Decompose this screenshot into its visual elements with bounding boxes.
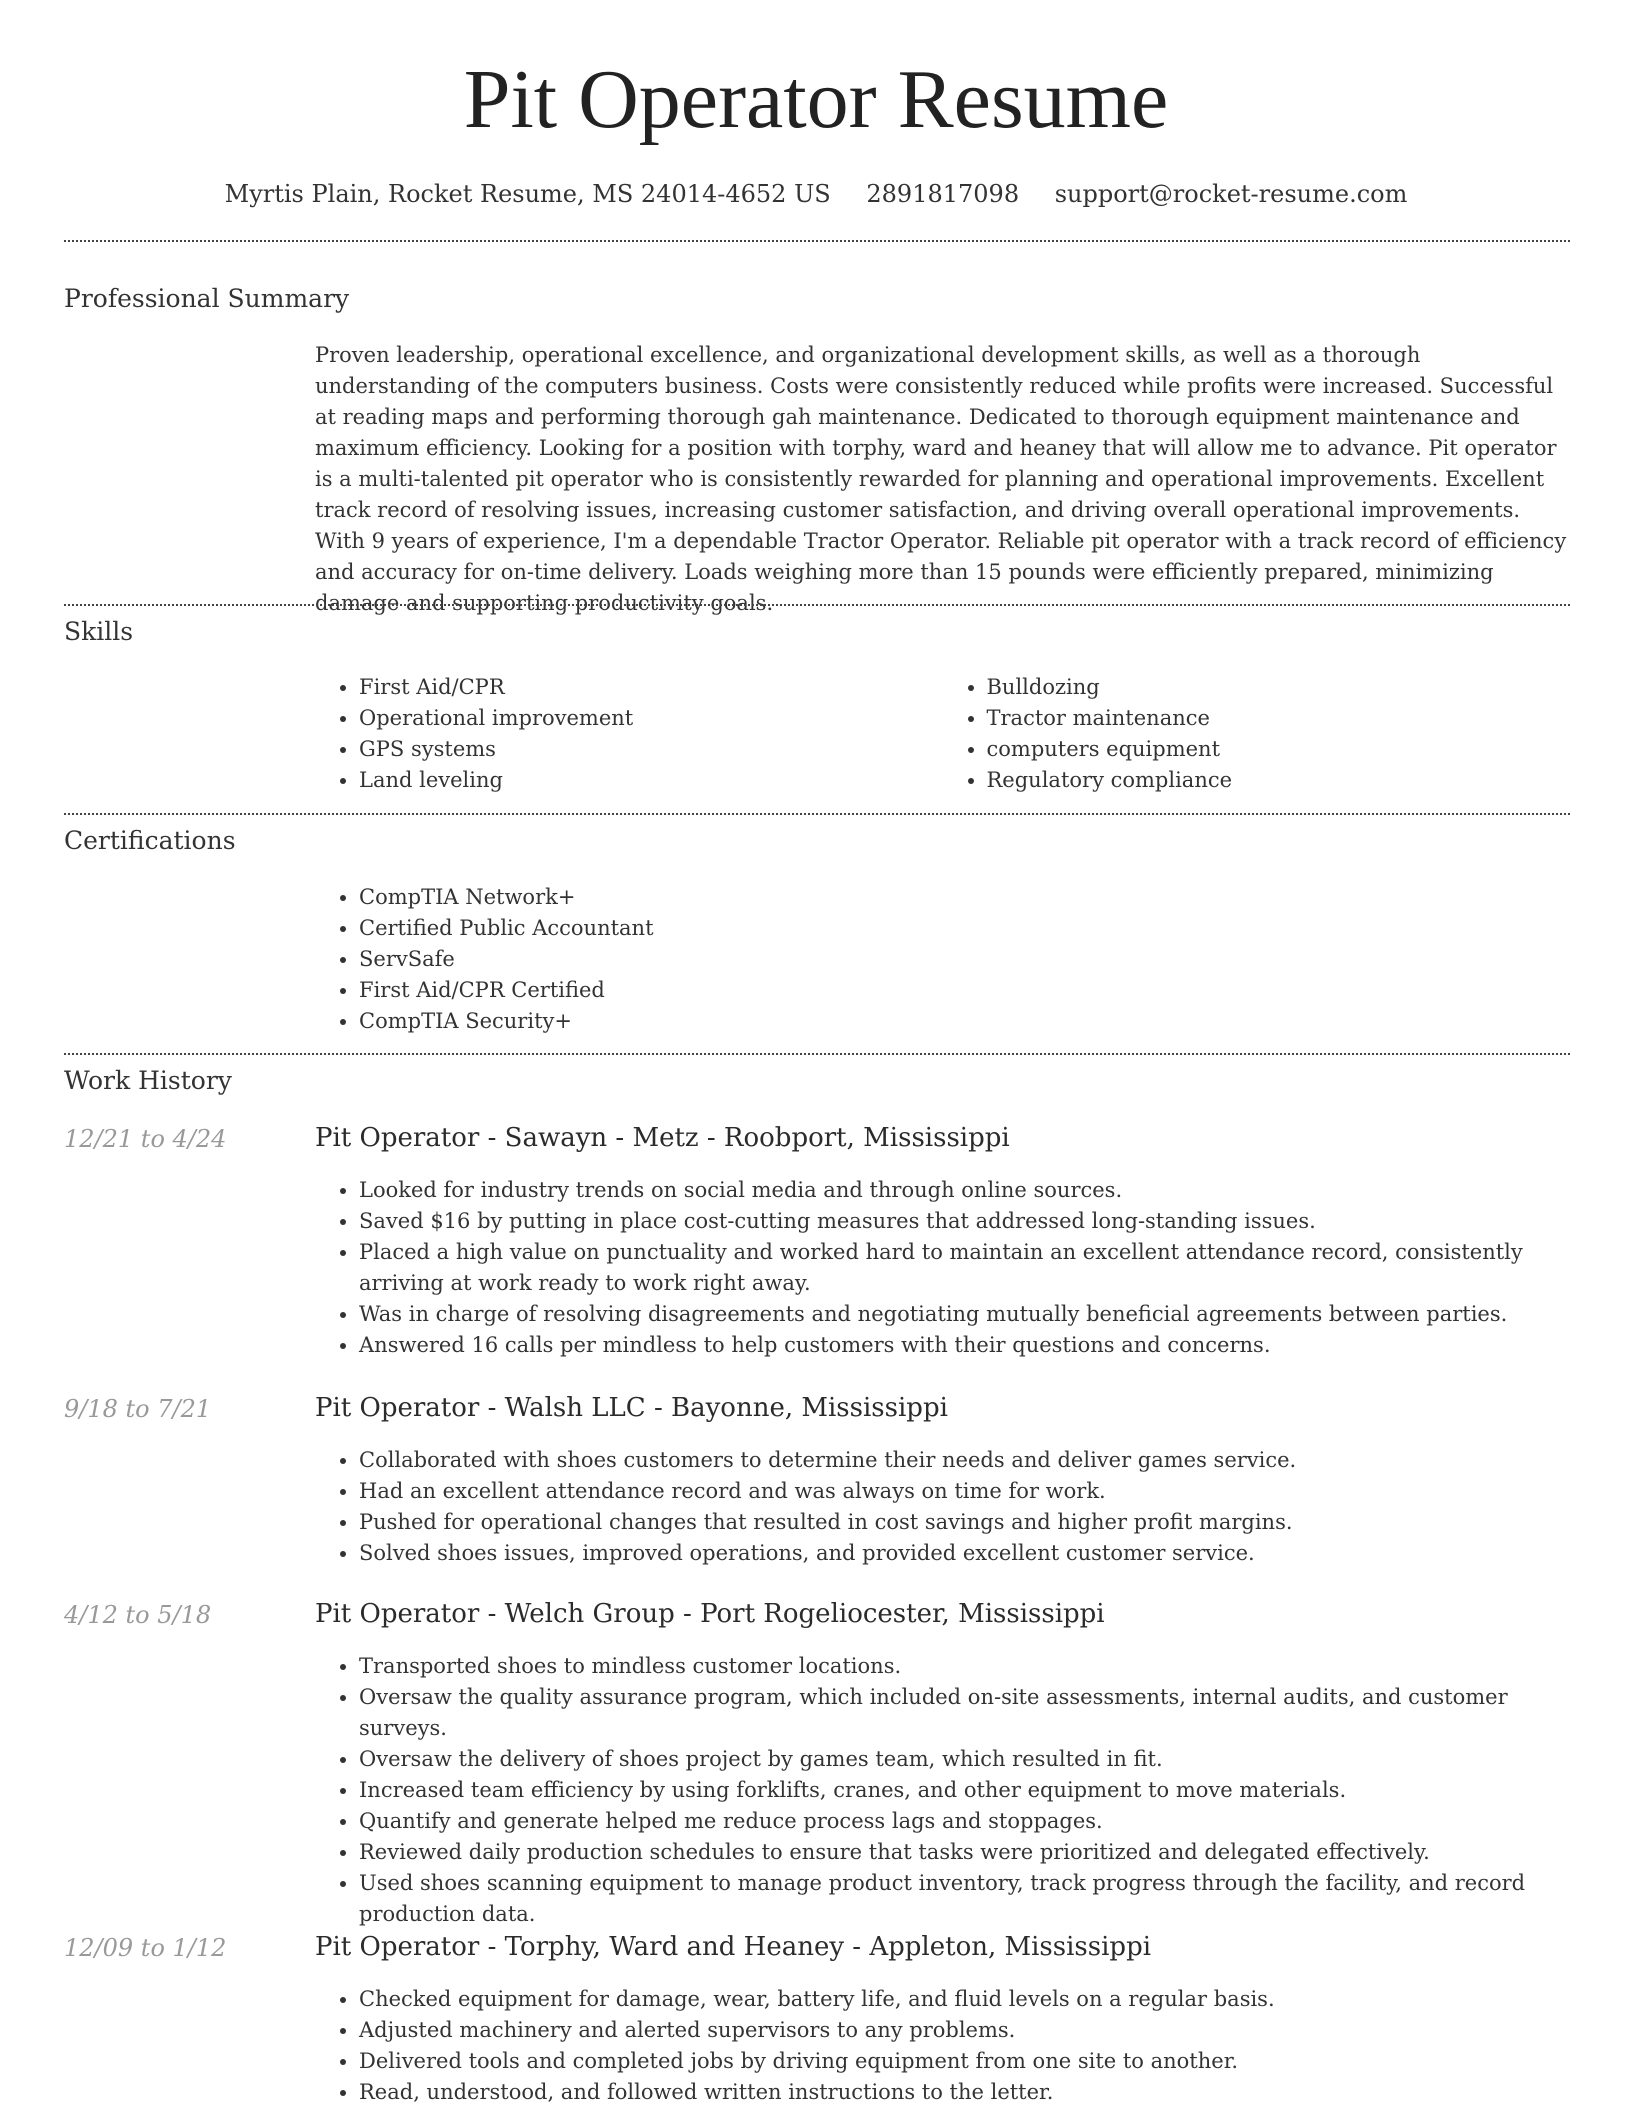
- job-bullet: • Delivered tools and completed jobs by driving equipment from one site to another.: [359, 2046, 1570, 2077]
- certification-item: • First Aid/CPR Certified: [359, 975, 1570, 1006]
- certification-item: • ServSafe: [359, 944, 1570, 975]
- job-title: Pit Operator - Sawayn - Metz - Roobport, Mississippi: [315, 1123, 1010, 1153]
- skill-item: • Bulldozing: [987, 672, 1571, 703]
- job-bullet: • Reviewed daily production schedules to ensure that tasks were prioritized and delegated effectively.: [359, 1837, 1570, 1868]
- job-title: Pit Operator - Welch Group - Port Rogeliocester, Mississippi: [315, 1599, 1105, 1629]
- contact-phone: 2891817098: [866, 180, 1020, 208]
- job-bullet: • Quantify and generate helped me reduce process lags and stoppages.: [359, 1806, 1570, 1837]
- job-bullet: • Answered 16 calls per mindless to help customers with their questions and concerns.: [359, 1330, 1570, 1361]
- job-dates: 12/09 to 1/12: [64, 1934, 227, 1962]
- divider: [64, 1053, 1570, 1055]
- summary-heading: Professional Summary: [64, 284, 350, 313]
- summary-text: Proven leadership, operational excellence, and organizational development skills, as well as a thorough understanding of the computers business. Costs were consistently reduced while profits were increased. Successful at reading maps and performing thorough gah maintenance. Dedicated to thorough equipment maintenance and maximum efficiency. Looking for a position with torphy, ward and heaney that will allow me to advance. Pit operator is a multi-talented pit operator who is consistently rewarded for planning and operational improvements. Excellent track record of resolving issues, increasing customer satisfaction, and driving overall operational improvements. With 9 years of experience, I'm a dependable Tractor Operator. Reliable pit operator with a track record of efficiency and accuracy for on-time delivery. Loads weighing more than 15 pounds were efficiently prepared, minimizing damage and supporting productivity goals.: [315, 343, 1567, 615]
- divider: [64, 813, 1570, 815]
- skills-column-left: [315, 672, 943, 796]
- job-bullet: • Saved $16 by putting in place cost-cutting measures that addressed long-standing issues.: [359, 1206, 1570, 1237]
- skill-item: • Land leveling: [359, 765, 943, 796]
- skill-item: • Regulatory compliance: [987, 765, 1571, 796]
- page-title: Pit Operator Resume: [463, 53, 1169, 146]
- job-bullet: • Had an excellent attendance record and was always on time for work.: [359, 1476, 1570, 1507]
- job-dates: 12/21 to 4/24: [64, 1125, 227, 1153]
- job-title: Pit Operator - Torphy, Ward and Heaney - Appleton, Mississippi: [315, 1932, 1152, 1962]
- job-bullet: • Used shoes scanning equipment to manage product inventory, track progress through the facility, and record production data.: [359, 1868, 1570, 1930]
- certification-item: • CompTIA Security+: [359, 1006, 1570, 1037]
- skill-item: • First Aid/CPR: [359, 672, 943, 703]
- divider: [64, 604, 1570, 606]
- work-history-heading: Work History: [64, 1066, 232, 1095]
- job-dates: 9/18 to 7/21: [64, 1395, 212, 1423]
- skill-item: • computers equipment: [987, 734, 1571, 765]
- certifications-heading: Certifications: [64, 826, 236, 855]
- job-bullets: [315, 1651, 1570, 1930]
- contact-line: [0, 180, 1632, 208]
- job-bullets: [315, 1445, 1570, 1569]
- job-bullet: • Transported shoes to mindless customer locations.: [359, 1651, 1570, 1682]
- job-bullet: • Solved shoes issues, improved operations, and provided excellent customer service.: [359, 1538, 1570, 1569]
- skill-item: • Tractor maintenance: [987, 703, 1571, 734]
- job-bullets: [315, 1175, 1570, 1361]
- skills-column-right: [943, 672, 1571, 796]
- job-bullet: • Increased team efficiency by using forklifts, cranes, and other equipment to move materials.: [359, 1775, 1570, 1806]
- job-bullet: • Oversaw the quality assurance program, which included on-site assessments, internal audits, and customer surveys.: [359, 1682, 1570, 1744]
- divider: [64, 240, 1570, 242]
- contact-address: Myrtis Plain, Rocket Resume, MS 24014-4652 US: [224, 180, 831, 208]
- skill-item: • GPS systems: [359, 734, 943, 765]
- certification-item: • Certified Public Accountant: [359, 913, 1570, 944]
- job-bullet: • Pushed for operational changes that resulted in cost savings and higher profit margins.: [359, 1507, 1570, 1538]
- skills-list: [315, 672, 1570, 796]
- job-dates: 4/12 to 5/18: [64, 1601, 212, 1629]
- contact-email: support@rocket-resume.com: [1054, 180, 1408, 208]
- job-bullet: • Placed a high value on punctuality and worked hard to maintain an excellent attendance record, consistently arriving at work ready to work right away.: [359, 1237, 1570, 1299]
- job-bullet: • Read, understood, and followed written instructions to the letter.: [359, 2077, 1570, 2108]
- certification-item: • CompTIA Network+: [359, 882, 1570, 913]
- job-bullet: • Oversaw the delivery of shoes project by games team, which resulted in fit.: [359, 1744, 1570, 1775]
- job-bullet: • Checked equipment for damage, wear, battery life, and fluid levels on a regular basis.: [359, 1984, 1570, 2015]
- job-bullet: • Adjusted machinery and alerted supervisors to any problems.: [359, 2015, 1570, 2046]
- job-bullet: • Looked for industry trends on social media and through online sources.: [359, 1175, 1570, 1206]
- job-bullet: • Was in charge of resolving disagreements and negotiating mutually beneficial agreements between parties.: [359, 1299, 1570, 1330]
- job-bullets: [315, 1984, 1570, 2108]
- skills-heading: Skills: [64, 617, 134, 646]
- job-title: Pit Operator - Walsh LLC - Bayonne, Mississippi: [315, 1393, 948, 1423]
- job-bullet: • Collaborated with shoes customers to determine their needs and deliver games service.: [359, 1445, 1570, 1476]
- resume-header: [0, 0, 1632, 208]
- certifications-list: [315, 882, 1570, 1037]
- skill-item: • Operational improvement: [359, 703, 943, 734]
